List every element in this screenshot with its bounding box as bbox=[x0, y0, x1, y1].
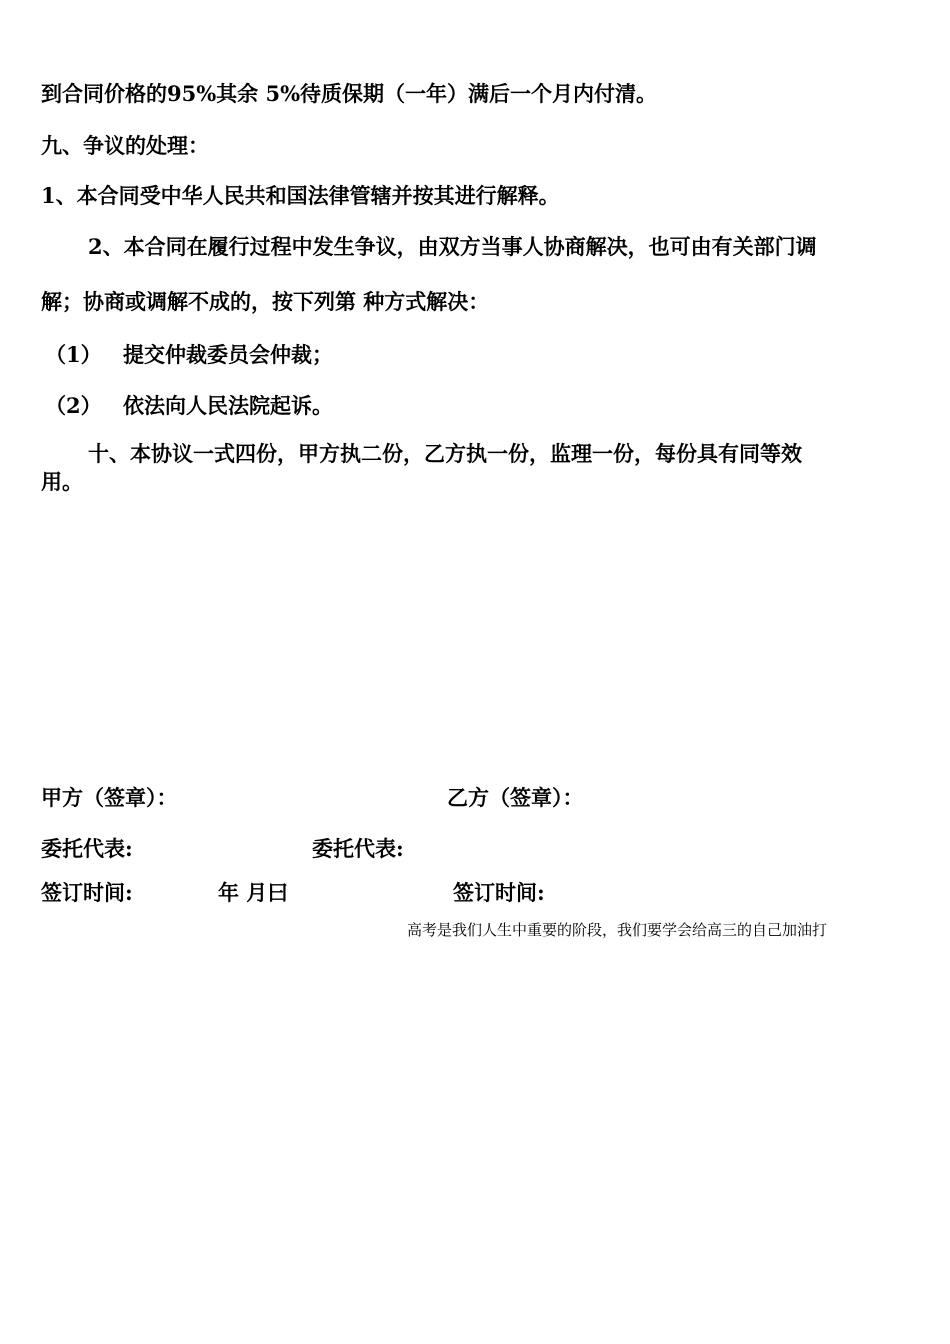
party-a-date-ymd: 年 月曰 bbox=[218, 880, 289, 905]
section9-heading: 九、争议的处理： bbox=[41, 133, 209, 158]
party-b-representative-label: 委托代表: bbox=[312, 836, 404, 861]
party-a-date-label: 签订时间: bbox=[41, 880, 133, 905]
section10-line1: 十、本协议一式四份，甲方执二份，乙方执一份，监理一份，每份具有同等效 bbox=[88, 441, 802, 466]
party-b-seal-label: 乙方（签章）： bbox=[447, 785, 584, 810]
footer-note: 高考是我们人生中重要的阶段，我们要学会给高三的自己加油打 bbox=[407, 921, 828, 939]
clause2-line1: 2、本合同在履行过程中发生争议，由双方当事人协商解决，也可由有关部门调 bbox=[88, 234, 817, 259]
option1-number: （1） bbox=[45, 342, 102, 367]
party-a-seal-label: 甲方（签章）： bbox=[41, 785, 178, 810]
option1-text: 提交仲裁委员会仲裁； bbox=[123, 342, 333, 367]
party-b-date-label: 签订时间: bbox=[453, 880, 545, 905]
option2-text: 依法向人民法院起诉。 bbox=[123, 393, 333, 418]
section10-line2: 用。 bbox=[41, 469, 83, 494]
party-a-representative-label: 委托代表: bbox=[41, 836, 133, 861]
payment-tail-text: 到合同价格的95%其余 5%待质保期（一年）满后一个月内付清。 bbox=[41, 81, 658, 106]
clause1-text: 1、本合同受中华人民共和国法律管辖并按其进行解释。 bbox=[41, 183, 560, 208]
clause2-line2: 解；协商或调解不成的，按下列第 种方式解决： bbox=[41, 289, 490, 314]
option2-number: （2） bbox=[45, 393, 102, 418]
